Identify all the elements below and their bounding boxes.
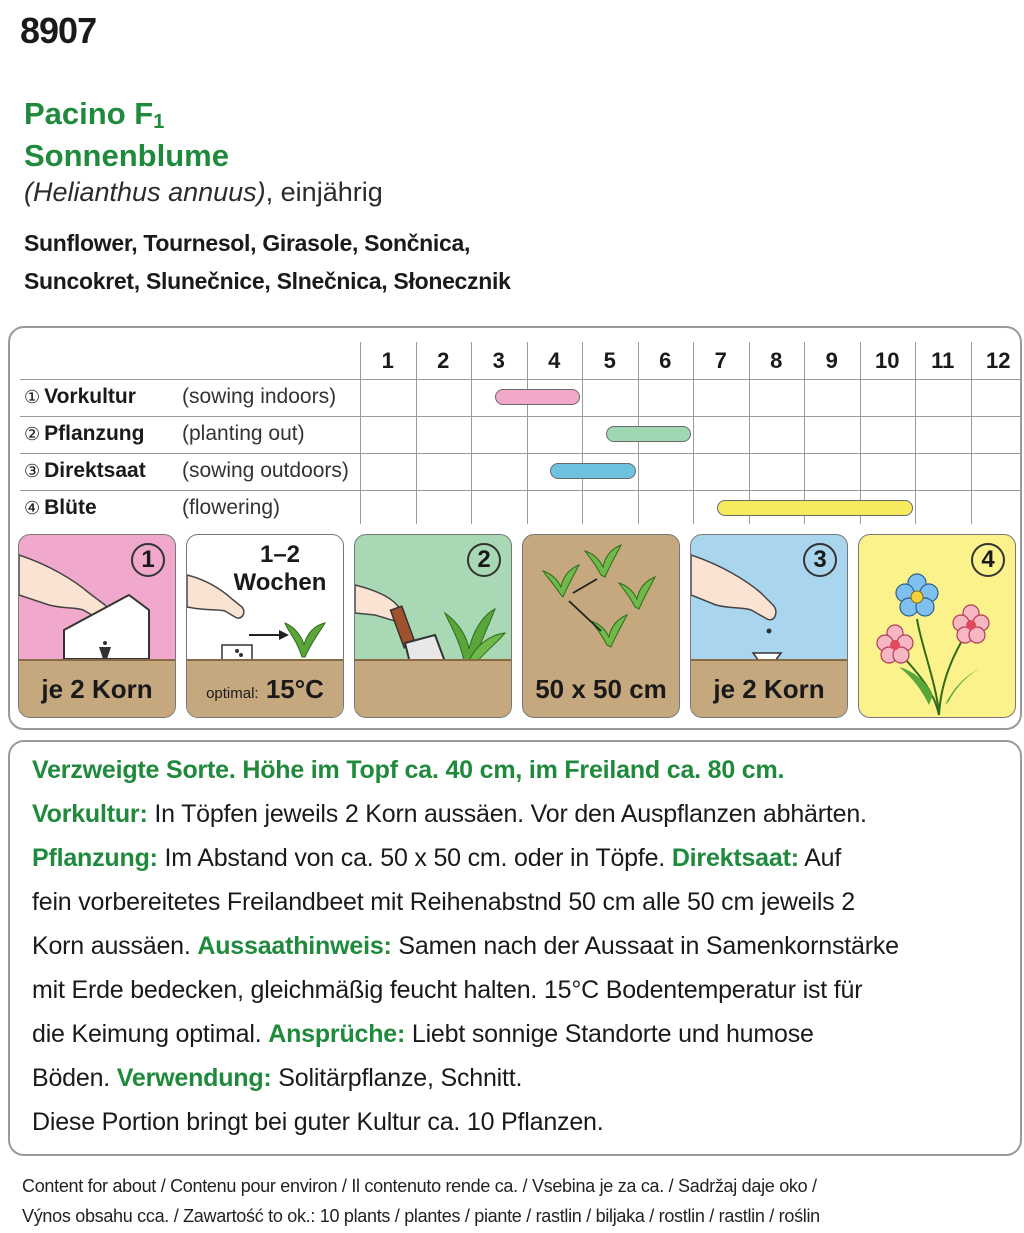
label-pflanzung: Pflanzung: — [32, 844, 158, 872]
row-name: Pflanzung — [44, 422, 145, 445]
desc-line-1 — [32, 756, 784, 785]
footer-line-1: Content for about / Contenu pour environ / Il contenuto rende ca. / Vsebina je za ca. / Sadržaj daje oko / — [22, 1176, 817, 1196]
row-number: ② — [24, 424, 41, 444]
calendar-column-line — [471, 342, 472, 524]
calendar-row-line — [20, 416, 1020, 453]
optimal-label: optimal: — [206, 685, 259, 702]
variety-name-text: Pacino F — [24, 96, 154, 131]
desc-line-9: Diese Portion bringt bei guter Kultur ca. 10 Pflanzen. — [32, 1108, 604, 1136]
germination-duration: 1–2 — [259, 541, 301, 568]
variety-subscript: 1 — [153, 111, 165, 133]
germination-unit: Wochen — [233, 569, 327, 596]
calendar-column-line — [749, 342, 750, 524]
label-aussaathinweis: Aussaathinweis: — [197, 932, 392, 960]
calendar-bar — [717, 500, 913, 516]
picto-2-caption — [187, 674, 343, 705]
calendar-bar — [495, 389, 580, 405]
calendar-bar — [550, 463, 635, 479]
calendar-row-label — [24, 496, 281, 520]
row-number: ④ — [24, 498, 41, 518]
step-number-2: 2 — [467, 543, 501, 577]
row-name: Vorkultur — [44, 385, 136, 408]
picto-1-caption: je 2 Korn — [41, 674, 153, 704]
label-verwendung: Verwendung: — [116, 1064, 272, 1092]
text-pflanzung: Im Abstand von ca. 50 x 50 cm. oder in Töpfe. — [157, 844, 672, 872]
calendar-column-line — [860, 342, 861, 524]
calendar-row-label — [24, 385, 337, 409]
calendar-column-line — [582, 342, 583, 524]
desc-line-7 — [32, 1020, 814, 1049]
calendar-row-label — [24, 459, 349, 483]
step-number-1: 1 — [131, 543, 165, 577]
desc-line-6: mit Erde bedecken, gleichmäßig feucht halten. 15°C Bodentemperatur ist für — [32, 976, 863, 1004]
desc-line-8 — [32, 1064, 522, 1093]
calendar-column-line — [416, 342, 417, 524]
text-aussaathinweis: Samen nach der Aussaat in Samenkornstärke — [391, 932, 899, 960]
picto-flowering — [858, 534, 1016, 718]
text-boeden: Böden. — [32, 1064, 117, 1092]
row-english: (flowering) — [182, 496, 281, 519]
footer-line-2: Výnos obsahu cca. / Zawartość to ok.: 10 plants / plantes / piante / rastlin / biljaka / rostlin / rastlin / roślin — [22, 1206, 820, 1226]
month-label: 7 — [714, 348, 727, 373]
month-label: 8 — [770, 348, 783, 373]
calendar-column-line — [971, 342, 972, 524]
label-ansprueche: Ansprüche: — [268, 1020, 406, 1048]
row-english: (planting out) — [182, 422, 305, 445]
product-code: 8907 — [20, 10, 97, 51]
month-label: 6 — [659, 348, 672, 373]
text-verwendung: Solitärpflanze, Schnitt. — [271, 1064, 523, 1092]
text-keimung: die Keimung optimal. — [32, 1020, 269, 1048]
row-english: (sowing outdoors) — [182, 459, 349, 482]
month-label: 5 — [603, 348, 616, 373]
row-number: ③ — [24, 461, 41, 481]
month-label: 4 — [548, 348, 561, 373]
desc-line-5 — [32, 932, 899, 961]
translations-line-2: Suncokret, Slunečnice, Slnečnica, Słonecznik — [24, 268, 511, 294]
row-name: Direktsaat — [44, 459, 146, 482]
variety-name — [24, 96, 164, 132]
desc-line-3 — [32, 844, 841, 873]
latin-name-italic: (Helianthus annuus) — [24, 177, 266, 207]
calendar-column-line — [527, 342, 528, 524]
text-direktsaat-start: Auf — [798, 844, 842, 872]
calendar-row-line — [20, 453, 1020, 490]
month-label: 3 — [492, 348, 505, 373]
calendar-column-line — [693, 342, 694, 524]
picto-sowing-indoors — [18, 534, 176, 718]
text-korn: Korn aussäen. — [32, 932, 198, 960]
translations-line-1: Sunflower, Tournesol, Girasole, Sončnica, — [24, 230, 471, 256]
month-label: 12 — [986, 348, 1011, 373]
spacing-caption: 50 x 50 cm — [535, 674, 667, 704]
step-number-3: 3 — [803, 543, 837, 577]
picto-sowing-outdoors — [690, 534, 848, 718]
label-direktsaat: Direktsaat: — [671, 844, 799, 872]
row-name: Blüte — [44, 496, 97, 519]
month-label: 9 — [825, 348, 838, 373]
text-vorkultur: In Töpfen jeweils 2 Korn aussäen. Vor den Auspflanzen abhärten. — [147, 800, 867, 828]
latin-suffix: , einjährig — [265, 177, 383, 207]
description-box — [8, 740, 1022, 1156]
picto-spacing — [522, 534, 680, 718]
text-ansprueche: Liebt sonnige Standorte und humose — [405, 1020, 814, 1048]
variety-summary: Verzweigte Sorte. Höhe im Topf ca. 40 cm, im Freiland ca. 80 cm. — [32, 756, 785, 784]
common-name: Sonnenblume — [24, 138, 229, 173]
latin-name — [24, 177, 383, 208]
calendar-column-line — [804, 342, 805, 524]
month-label: 2 — [437, 348, 450, 373]
step-number-4: 4 — [971, 543, 1005, 577]
picto-5-caption: je 2 Korn — [713, 674, 825, 704]
calendar-grid — [20, 342, 1020, 524]
row-english: (sowing indoors) — [182, 385, 337, 408]
calendar-column-line — [915, 342, 916, 524]
calendar-column-line — [360, 342, 361, 524]
month-label: 10 — [875, 348, 900, 373]
picto-planting-out — [354, 534, 512, 718]
label-vorkultur: Vorkultur: — [32, 800, 148, 828]
row-number: ① — [24, 387, 41, 407]
calendar-bar — [606, 426, 691, 442]
picto-germination — [186, 534, 344, 718]
temperature-value: 15°C — [265, 674, 324, 704]
month-label: 11 — [931, 348, 955, 373]
month-label: 1 — [381, 348, 394, 373]
calendar-row-label — [24, 422, 305, 446]
soil-strip — [355, 659, 511, 717]
desc-line-2 — [32, 800, 867, 829]
desc-line-4: fein vorbereitetes Freilandbeet mit Reihenabstnd 50 cm alle 50 cm jeweils 2 — [32, 888, 855, 916]
